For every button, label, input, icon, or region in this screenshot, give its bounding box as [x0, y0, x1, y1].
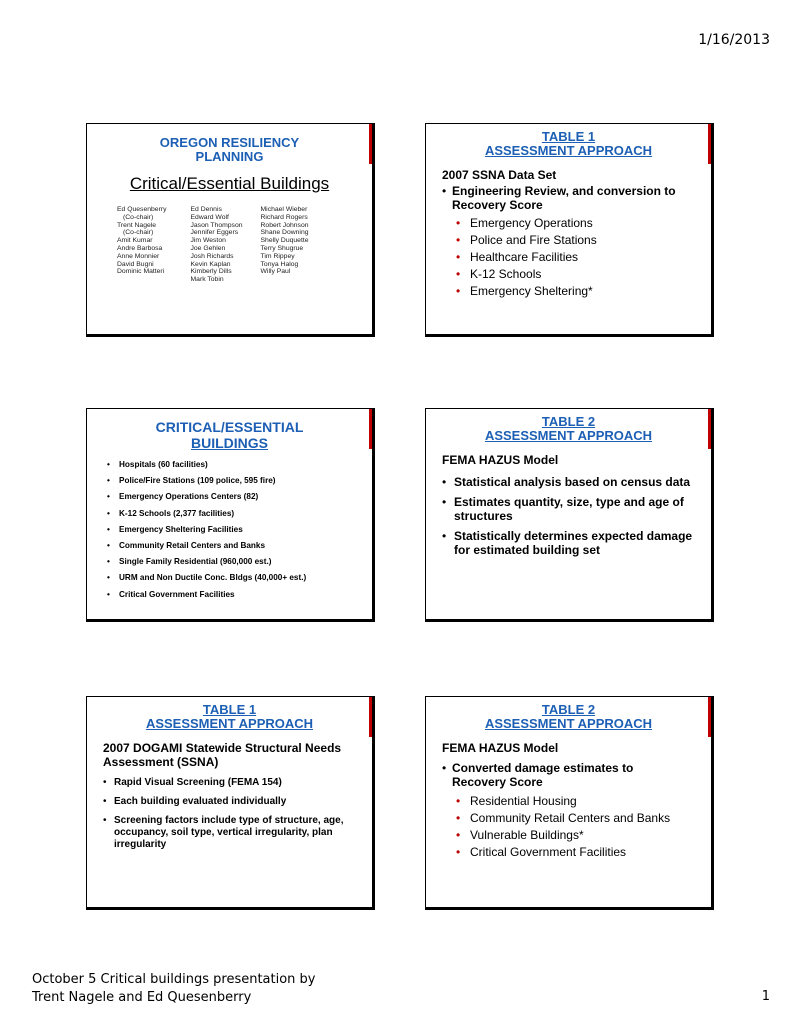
slide-title	[426, 415, 711, 443]
slide-accent-bar	[369, 697, 372, 737]
member-name: Shane Downing	[260, 229, 309, 237]
slide-table2-hazus	[425, 408, 714, 622]
list-item: • Rapid Visual Screening (FEMA 154)	[103, 777, 356, 789]
slide-table1-ssna	[425, 123, 714, 337]
slide-title-line: TABLE 1	[202, 702, 257, 717]
slide-title	[87, 703, 372, 731]
slide-title	[426, 703, 711, 731]
member-name: Willy Paul	[260, 268, 291, 276]
list-item: • Healthcare Facilities	[456, 249, 711, 266]
member-name: Ed Quesenberry	[117, 206, 167, 213]
slide-critical-essential-buildings	[86, 408, 375, 622]
list-item: • K-12 Schools	[456, 266, 711, 283]
slide-title-line: ASSESSMENT APPROACH	[484, 716, 653, 731]
member-name: Robert Johnson	[260, 221, 309, 229]
member-name: (Co-chair)	[123, 229, 154, 237]
list-item: • Critical Government Facilities	[107, 587, 372, 603]
member-name: Ed Dennis	[190, 206, 222, 213]
sub-bullet-list	[456, 793, 711, 861]
member-name: (Co-chair)	[123, 213, 154, 221]
slide-bullet: • Converted damage estimates to Recovery Score	[442, 761, 681, 789]
member-name: Mark Tobin	[190, 276, 224, 284]
bullet-list	[426, 475, 711, 557]
slide-title-line: TABLE 2	[541, 702, 596, 717]
member-name: Kevin Kaplan	[190, 260, 231, 268]
list-item: • Estimates quantity, size, type and age of structures	[442, 495, 695, 523]
slide-lead: 2007 SSNA Data Set	[442, 168, 557, 182]
footer-line: October 5 Critical buildings presentation by	[32, 972, 316, 987]
slide-title-line: PLANNING	[195, 149, 264, 164]
slide-title-line: BUILDINGS	[191, 435, 268, 451]
slide-title-line: OREGON RESILIENCY	[159, 135, 300, 150]
slide-title	[87, 136, 372, 164]
slide-accent-bar	[708, 697, 711, 737]
member-name: Terry Shugrue	[260, 244, 304, 252]
slide-title-line: ASSESSMENT APPROACH	[484, 428, 653, 443]
slide-title-line: CRITICAL/ESSENTIAL	[155, 419, 304, 435]
member-name: Tim Rippey	[260, 252, 295, 260]
list-item: • Emergency Operations Centers (82)	[107, 489, 372, 505]
slide-subtitle: Critical/Essential Buildings	[129, 174, 330, 193]
member-name: Jason Thompson	[190, 221, 243, 229]
member-name: Andre Barbosa	[117, 244, 163, 252]
member-column	[191, 206, 243, 284]
member-name: Josh Richards	[190, 252, 234, 260]
list-item: • Police and Fire Stations	[456, 232, 711, 249]
member-name: David Bugni	[117, 260, 154, 268]
member-column	[117, 206, 167, 284]
member-list	[117, 206, 372, 284]
member-name: Dominic Matteri	[117, 268, 165, 276]
slide-lead: FEMA HAZUS Model	[442, 741, 559, 755]
list-item: • Hospitals (60 facilities)	[107, 457, 372, 473]
member-name: Michael Wieber	[260, 206, 308, 213]
list-item: • Critical Government Facilities	[456, 844, 711, 861]
list-item: • Emergency Sheltering Facilities	[107, 522, 372, 538]
slide-table1-dogami	[86, 696, 375, 910]
slide-accent-bar	[369, 409, 372, 449]
list-item: • URM and Non Ductile Conc. Bldgs (40,000+ est.)	[107, 570, 372, 586]
list-item: • K-12 Schools (2,377 facilities)	[107, 506, 372, 522]
member-name: Richard Rogers	[260, 213, 308, 221]
list-item: • Screening factors include type of structure, age, occupancy, soil type, vertical irregularity, plan irregularity	[103, 815, 356, 851]
page-footer	[32, 971, 316, 1007]
member-name: Edward Wolf	[190, 213, 229, 221]
slide-title	[87, 419, 372, 451]
slide-title-line: TABLE 2	[541, 414, 596, 429]
list-item: • Emergency Sheltering*	[456, 283, 711, 300]
member-column	[261, 206, 309, 284]
slide-title	[426, 130, 711, 158]
member-name: Kimberly Dills	[190, 268, 232, 276]
slide-accent-bar	[369, 124, 372, 164]
member-name: Jim Weston	[190, 237, 226, 245]
member-name: Anne Monnier	[117, 252, 160, 260]
slide-lead: FEMA HAZUS Model	[442, 453, 559, 467]
slide-accent-bar	[708, 124, 711, 164]
member-name: Jennifer Eggers	[190, 229, 239, 237]
list-item: • Community Retail Centers and Banks	[107, 538, 372, 554]
slide-title-line: ASSESSMENT APPROACH	[145, 716, 314, 731]
list-item: • Statistical analysis based on census data	[442, 475, 695, 489]
slide-title-line: ASSESSMENT APPROACH	[484, 143, 653, 158]
list-item: • Vulnerable Buildings*	[456, 827, 711, 844]
list-item: • Each building evaluated individually	[103, 796, 356, 808]
member-name: Tonya Halog	[260, 260, 299, 268]
slide-oregon-resiliency	[86, 123, 375, 337]
list-item: • Emergency Operations	[456, 215, 711, 232]
list-item: • Police/Fire Stations (109 police, 595 fire)	[107, 473, 372, 489]
list-item: • Statistically determines expected damage for estimated building set	[442, 529, 695, 557]
slide-bullet: • Engineering Review, and conversion to Recovery Score	[442, 184, 711, 212]
footer-line: Trent Nagele and Ed Quesenberry	[32, 990, 252, 1005]
list-item: • Single Family Residential (960,000 est.)	[107, 554, 372, 570]
member-name: Amit Kumar	[117, 237, 153, 245]
member-name: Joe Gehlen	[190, 244, 226, 252]
member-name: Trent Nagele	[117, 221, 157, 229]
facility-list	[107, 457, 372, 603]
list-item: • Community Retail Centers and Banks	[456, 810, 711, 827]
slide-accent-bar	[708, 409, 711, 449]
bullet-list	[87, 777, 372, 851]
page-number: 1	[761, 989, 770, 1004]
sub-bullet-list	[456, 215, 711, 300]
page-date: 1/16/2013	[698, 32, 770, 48]
list-item: • Residential Housing	[456, 793, 711, 810]
slide-lead: 2007 DOGAMI Statewide Structural Needs Assessment (SSNA)	[103, 741, 342, 769]
member-name: Shelly Duquette	[260, 237, 309, 245]
slide-table2-recovery-score	[425, 696, 714, 910]
slide-title-line: TABLE 1	[541, 129, 596, 144]
